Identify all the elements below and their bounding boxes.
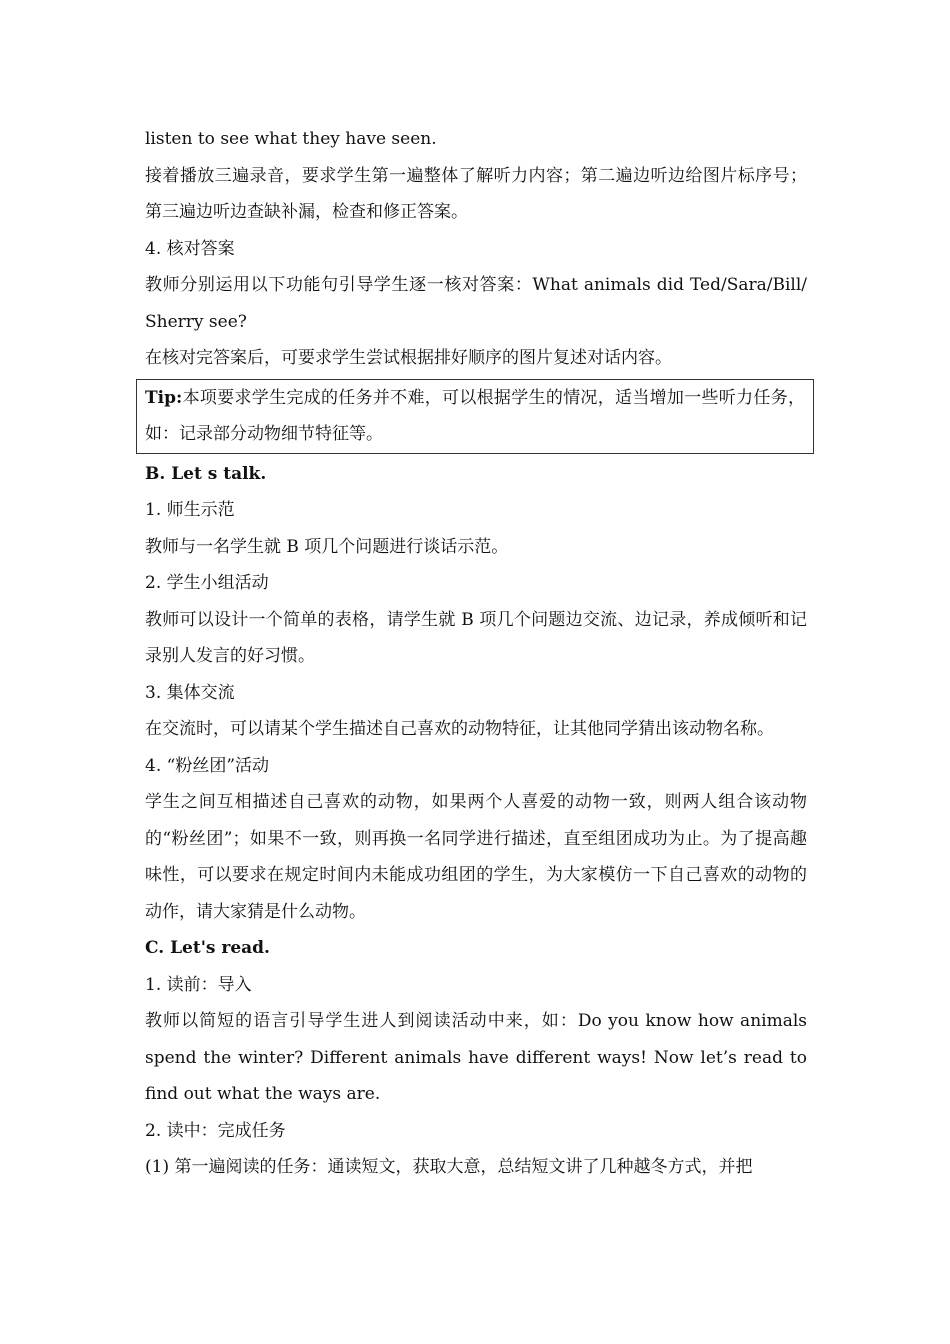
section-c-title: C. Let's read. bbox=[145, 938, 270, 958]
section-b-step-3: 3. 集体交流 bbox=[145, 682, 235, 703]
section-b-step-4: 4. “粉丝团”活动 bbox=[145, 755, 270, 776]
section-b-step-3-text: 在交流时，可以请某个学生描述自己喜欢的动物特征，让其他同学猜出该动物名称。 bbox=[145, 719, 774, 739]
section-b-step-2: 2. 学生小组活动 bbox=[145, 573, 269, 593]
section-c-step-2: 2. 读中：完成任务 bbox=[145, 1120, 286, 1141]
paragraph-listen-end: listen to see what they have seen. bbox=[145, 129, 437, 149]
section-b-step-1-text: 教师与一名学生就 B 项几个问题进行谈话示范。 bbox=[145, 536, 509, 557]
tip-paragraph bbox=[145, 380, 813, 453]
tip-label: Tip: bbox=[145, 387, 183, 408]
paragraph-check-answers: 教师分别运用以下功能句引导学生逐一核对答案：What animals did Ted/Sara/Bill/ Sherry see? bbox=[145, 275, 807, 332]
section-b-step-4-text: 学生之间互相描述自己喜欢的动物，如果两个人喜爱的动物一致，则两人组合该动物的“粉丝团”；如果不一致，则再换一名同学进行描述，直至组团成功为止。为了提高趣味性，可以要求在规定时间内未能成功组团的学生，为大家模仿一下自己喜欢的动物的动作，请大家猜是什么动物。 bbox=[145, 792, 807, 922]
section-b-step-2-text: 教师可以设计一个简单的表格，请学生就 B 项几个问题边交流、边记录，养成倾听和记录别人发言的好习惯。 bbox=[145, 609, 807, 666]
section-c-step-1-text: 教师以简短的语言引导学生进人到阅读活动中来，如：Do you know how animals spend the winter? Different animals have different ways! Now let’s read to find out what the ways are. bbox=[145, 1011, 807, 1104]
tip-text: 本项要求学生完成的任务并不难，可以根据学生的情况，适当增加一些听力任务，如：记录部分动物细节特征等。 bbox=[145, 387, 805, 444]
section-c-step-1: 1. 读前：导入 bbox=[145, 974, 252, 995]
section-c-step-2-text: (1) 第一遍阅读的任务：通读短文，获取大意，总结短文讲了几种越冬方式，并把 bbox=[145, 1157, 753, 1177]
section-b-title: B. Let s talk. bbox=[145, 463, 267, 484]
paragraph-play-recording: 接着播放三遍录音，要求学生第一遍整体了解听力内容；第二遍边听边给图片标序号；第三遍边听边查缺补漏，检查和修正答案。 bbox=[145, 165, 807, 222]
tip-box bbox=[136, 379, 814, 454]
section-b-step-1: 1. 师生示范 bbox=[145, 500, 235, 520]
document-page bbox=[145, 121, 807, 1186]
step-check-answers: 4. 核对答案 bbox=[145, 238, 235, 259]
paragraph-retell: 在核对完答案后，可要求学生尝试根据排好顺序的图片复述对话内容。 bbox=[145, 348, 672, 368]
